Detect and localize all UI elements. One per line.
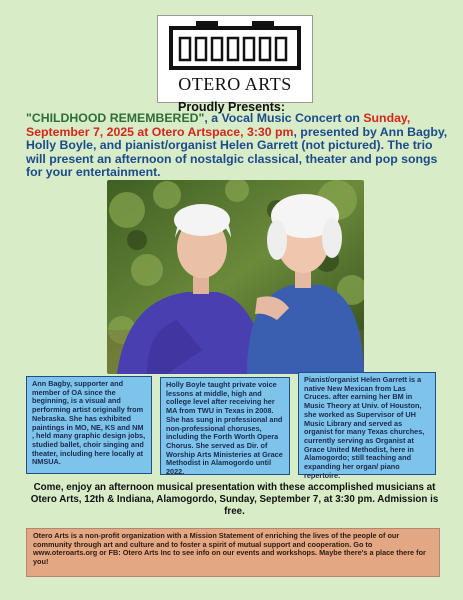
bio-helen-garrett: Pianist/organist Helen Garrett is a native New Mexican from Las Cruces. after earning her BM in Music Theory at Univ. of Houston, she worked as Supervisor of UH Music Library and served as organist for many Texas churches, currently serving as Organist at Grace United Methodist, here in Alamogordo; still teaching and expanding her organ/ piano repertoire. [298, 372, 436, 475]
invitation-text: Come, enjoy an afternoon musical presentation with these accomplished musicians at Otero Arts, 12th & Indiana, Alamogordo, Sunday, September 7, at 3:30 pm. Admission is free. [30, 482, 439, 518]
logo-wordmark: OTERO ARTS [178, 74, 292, 94]
bio-holly-boyle: Holly Boyle taught private voice lessons at middle, high and college level after receiving her MA from TWU in Texas in 2008. She has sung in professional and non-professional choruses, including the Forth Worth Opera Chorus. She served as Dir. of Worship Arts Ministeries at Grace Methodist in Alamogordo until 2022. [160, 377, 290, 475]
concert-date: September 7, 2025 at Otero Artspace, 3:30 pm [26, 124, 294, 139]
performers-photo [107, 180, 364, 374]
intro-paragraph [26, 112, 451, 180]
mission-statement: Otero Arts is a non-profit organization with a Mission Statement of enriching the lives of the people of our community through art and culture and to foster a spirit of mutual support and cooperation. Go to www.oteroarts.org or FB: Otero Arts Inc to see info on our events and workshops. Maybe there's a place there for you! [26, 528, 440, 577]
concert-title: "CHILDHOOD REMEMBERED" [26, 111, 205, 125]
building-facade-icon [158, 16, 312, 74]
intro-text-2: , presented by Ann Bagby, Holly Boyle, and pianist/organist Helen Garrett (not pictured). The trio will present an afternoon of nostalgic classical, theater and pop songs for your entertainment. [26, 124, 448, 180]
bio-ann-bagby: Ann Bagby, supporter and member of OA since the beginning, is a visual and performing artist originally from Nebraska. She has exhibited paintings in MO, NE, KS and NM , held many graphic design jobs, studied ballet, choir singing and theater, including here locally at NMSUA. [26, 376, 152, 474]
headline: Proudly Presents: [178, 100, 285, 114]
intro-text-1: , a Vocal Music Concert on [204, 111, 364, 125]
concert-day: Sunday, [363, 111, 411, 125]
otero-arts-logo [157, 15, 313, 103]
